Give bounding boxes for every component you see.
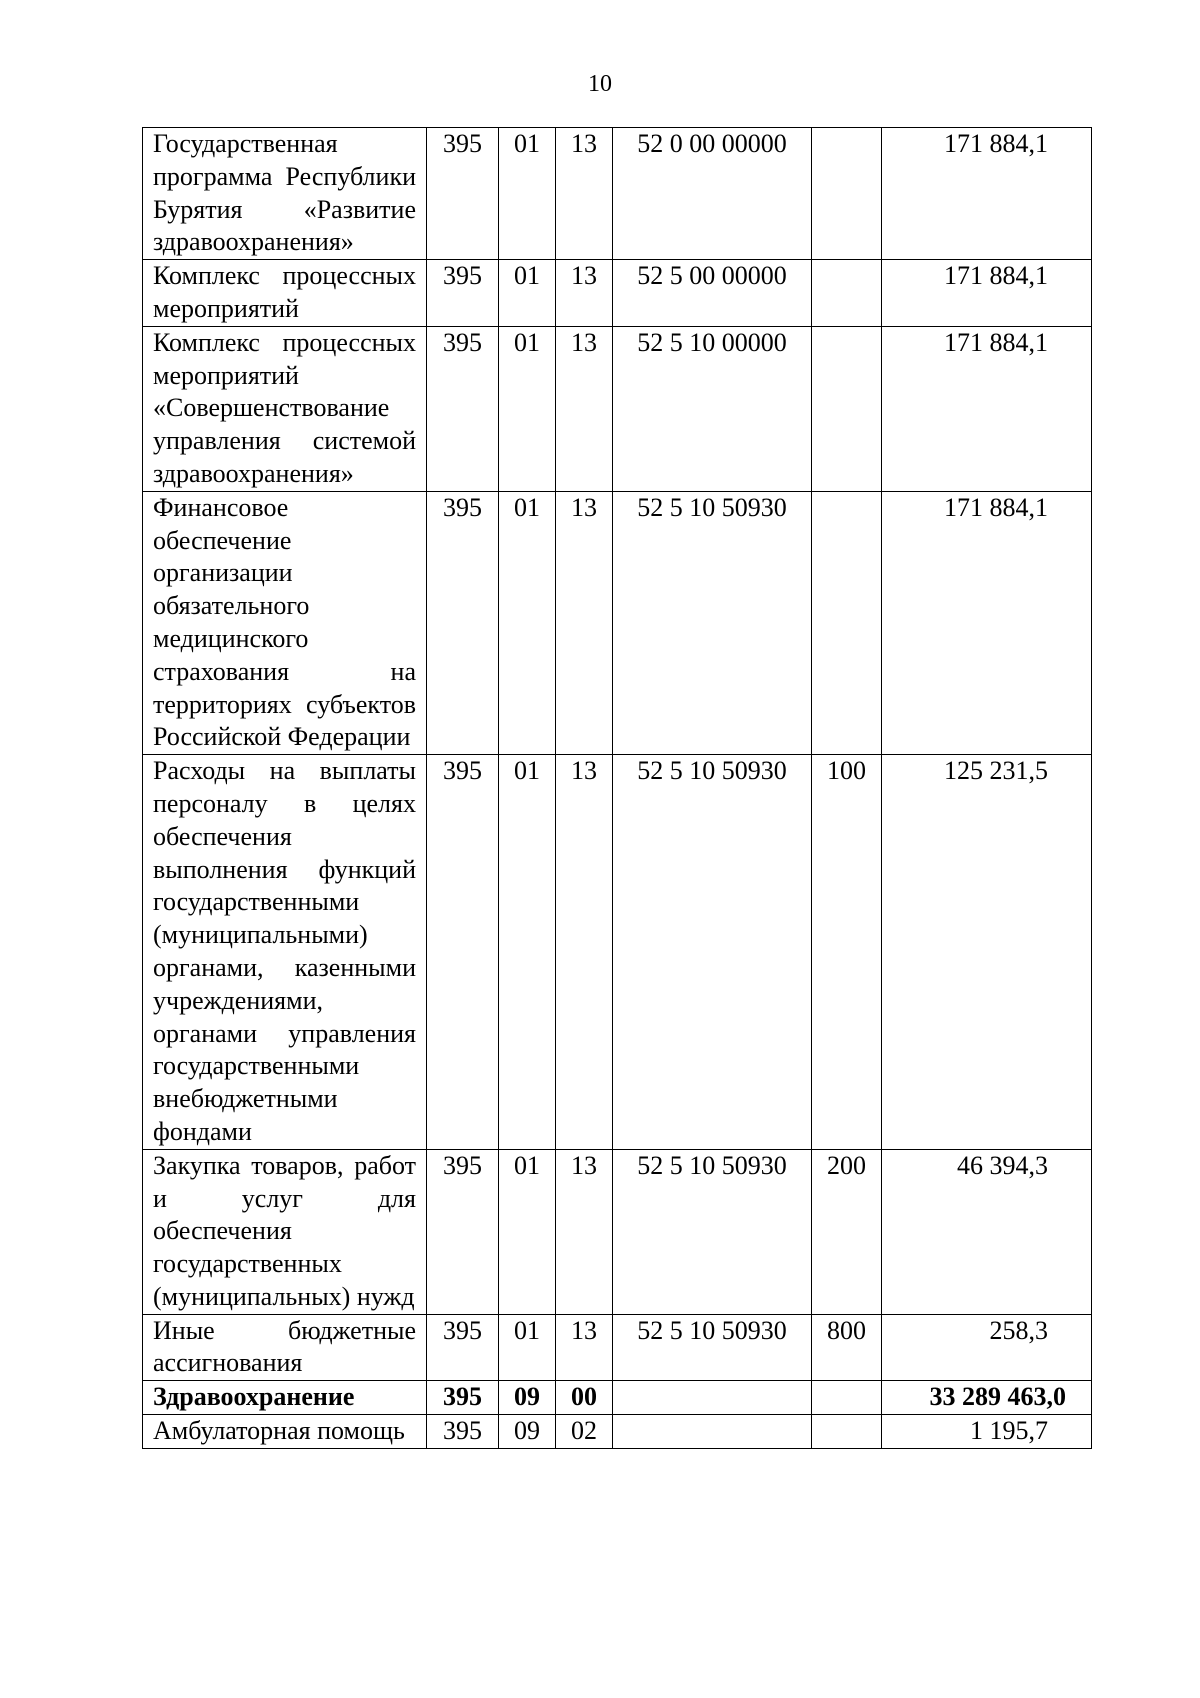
row-name-cell: Амбулаторная помощь [143, 1415, 427, 1449]
row-pr-cell: 13 [556, 128, 613, 260]
row-csr-cell: 52 5 10 50930 [613, 1314, 812, 1381]
row-vr-cell [812, 1415, 882, 1449]
table-row [143, 491, 1092, 754]
row-vr-cell [812, 128, 882, 260]
row-sum-cell: 33 289 463,0 [882, 1381, 1092, 1415]
row-rz-cell: 01 [499, 1314, 556, 1381]
row-gr-cell: 395 [427, 1149, 499, 1314]
row-sum-cell: 258,3 [882, 1314, 1092, 1381]
row-sum-cell: 46 394,3 [882, 1149, 1092, 1314]
row-gr-cell: 395 [427, 491, 499, 754]
row-rz-cell: 01 [499, 755, 556, 1150]
row-csr-cell [613, 1381, 812, 1415]
row-gr-cell: 395 [427, 1415, 499, 1449]
row-pr-cell: 13 [556, 260, 613, 327]
table-row [143, 326, 1092, 491]
row-vr-cell [812, 1381, 882, 1415]
row-rz-cell: 01 [499, 128, 556, 260]
row-csr-cell: 52 5 10 50930 [613, 755, 812, 1150]
row-gr-cell: 395 [427, 128, 499, 260]
row-sum-cell: 171 884,1 [882, 326, 1092, 491]
row-sum-cell: 125 231,5 [882, 755, 1092, 1150]
row-csr-cell: 52 5 00 00000 [613, 260, 812, 327]
table-row [143, 260, 1092, 327]
row-csr-cell: 52 5 10 00000 [613, 326, 812, 491]
row-sum-cell: 171 884,1 [882, 128, 1092, 260]
row-pr-cell: 13 [556, 755, 613, 1150]
row-pr-cell: 13 [556, 1314, 613, 1381]
table-row [143, 1149, 1092, 1314]
row-pr-cell: 13 [556, 326, 613, 491]
row-pr-cell: 02 [556, 1415, 613, 1449]
table-row [143, 1415, 1092, 1449]
row-csr-cell: 52 0 00 00000 [613, 128, 812, 260]
row-rz-cell: 09 [499, 1381, 556, 1415]
row-name-cell: Финансовое обеспечение организации обязательного медицинского страхования на территориях субъектов Российской Федерации [143, 491, 427, 754]
row-name-cell: Комплекс процессных мероприятий «Совершенствование управления системой здравоохранения» [143, 326, 427, 491]
budget-table-body [143, 128, 1092, 1449]
row-name-cell: Закупка товаров, работ и услуг для обеспечения государственных (муниципальных) нужд [143, 1149, 427, 1314]
row-name-cell: Государственная программа Республики Бурятия «Развитие здравоохранения» [143, 128, 427, 260]
row-gr-cell: 395 [427, 1381, 499, 1415]
row-pr-cell: 13 [556, 1149, 613, 1314]
table-row [143, 1381, 1092, 1415]
table-row [143, 128, 1092, 260]
row-gr-cell: 395 [427, 1314, 499, 1381]
row-rz-cell: 01 [499, 1149, 556, 1314]
row-gr-cell: 395 [427, 260, 499, 327]
row-pr-cell: 13 [556, 491, 613, 754]
row-csr-cell [613, 1415, 812, 1449]
row-name-cell: Здравоохранение [143, 1381, 427, 1415]
budget-table [142, 127, 1092, 1449]
row-rz-cell: 01 [499, 326, 556, 491]
table-row [143, 755, 1092, 1150]
row-rz-cell: 01 [499, 260, 556, 327]
row-gr-cell: 395 [427, 755, 499, 1150]
row-vr-cell: 200 [812, 1149, 882, 1314]
row-vr-cell: 800 [812, 1314, 882, 1381]
row-vr-cell [812, 260, 882, 327]
row-vr-cell: 100 [812, 755, 882, 1150]
row-sum-cell: 171 884,1 [882, 491, 1092, 754]
row-rz-cell: 09 [499, 1415, 556, 1449]
row-rz-cell: 01 [499, 491, 556, 754]
row-name-cell: Иные бюджетные ассигнования [143, 1314, 427, 1381]
row-vr-cell [812, 326, 882, 491]
row-pr-cell: 00 [556, 1381, 613, 1415]
row-vr-cell [812, 491, 882, 754]
page-number: 10 [588, 71, 612, 97]
row-csr-cell: 52 5 10 50930 [613, 491, 812, 754]
table-row [143, 1314, 1092, 1381]
row-name-cell: Расходы на выплаты персоналу в целях обеспечения выполнения функций государственными (муниципальными) органами, казенными учреждениями, органами управления государственными внебюджетными фондами [143, 755, 427, 1150]
row-name-cell: Комплекс процессных мероприятий [143, 260, 427, 327]
row-sum-cell: 171 884,1 [882, 260, 1092, 327]
row-csr-cell: 52 5 10 50930 [613, 1149, 812, 1314]
row-sum-cell: 1 195,7 [882, 1415, 1092, 1449]
row-gr-cell: 395 [427, 326, 499, 491]
